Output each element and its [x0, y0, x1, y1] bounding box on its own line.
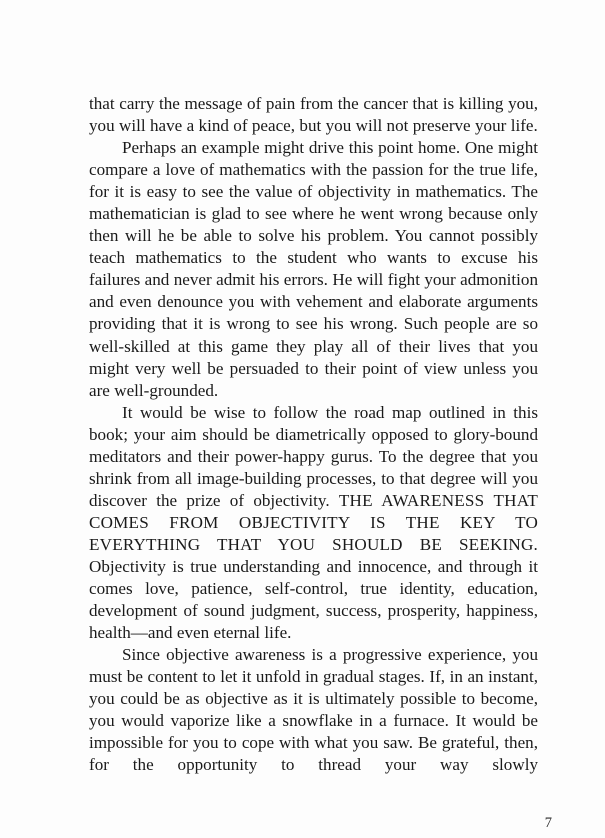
- page-number: 7: [544, 815, 552, 831]
- paragraph-roadmap-tail: Objectivity is true understanding and innocence, and through it comes love, patience, self-control, true identity, education, development of sound judgment, success, prosperity, happiness, health—and even eternal life.: [89, 556, 538, 643]
- paragraph-progressive: Since objective awareness is a progressive experience, you must be content to let it unfold in gradual stages. If, in an instant, you could be as objective as it is ultimately possible to become, you would vaporize like a snowflake in a furnace. It would be impossible for you to cope with what you saw. Be grateful, then, for the opportunity to thread your way slowly: [89, 645, 538, 775]
- paragraph-roadmap: [89, 402, 538, 645]
- paragraph-roadmap-lead: It would be wise to follow the road map outlined in this book; your aim should be diametrically opposed to glory-bound meditators and their power-happy gurus. To the degree that you shrink from all image-building processes, to that degree will you discover the prize of objectivity.: [89, 402, 538, 510]
- paragraph-roadmap-emphasis: THE AWARENESS THAT COMES FROM OBJECTIVITY IS THE KEY TO EVERYTHING THAT YOU SHOULD BE SEEKING.: [89, 490, 539, 554]
- page-body-text: [89, 93, 538, 776]
- paragraph-continuation: that carry the message of pain from the cancer that is killing you, you will have a kind of peace, but you will not preserve your life.: [89, 94, 538, 136]
- paragraph-example: Perhaps an example might drive this point home. One might compare a love of mathematics with the passion for the true life, for it is easy to see the value of objectivity in mathematics. The mathematician is glad to see where he went wrong because only then will he be able to solve his problem. You cannot possibly teach mathematics to the student who wants to excuse his failures and never admit his errors. He will fight your admonition and even denounce you with vehement and elaborate arguments providing that it is wrong to see his wrong. Such people are so well-skilled at this game they play all of their lives that you might very well be persuaded to their point of view unless you are well-grounded.: [89, 138, 538, 400]
